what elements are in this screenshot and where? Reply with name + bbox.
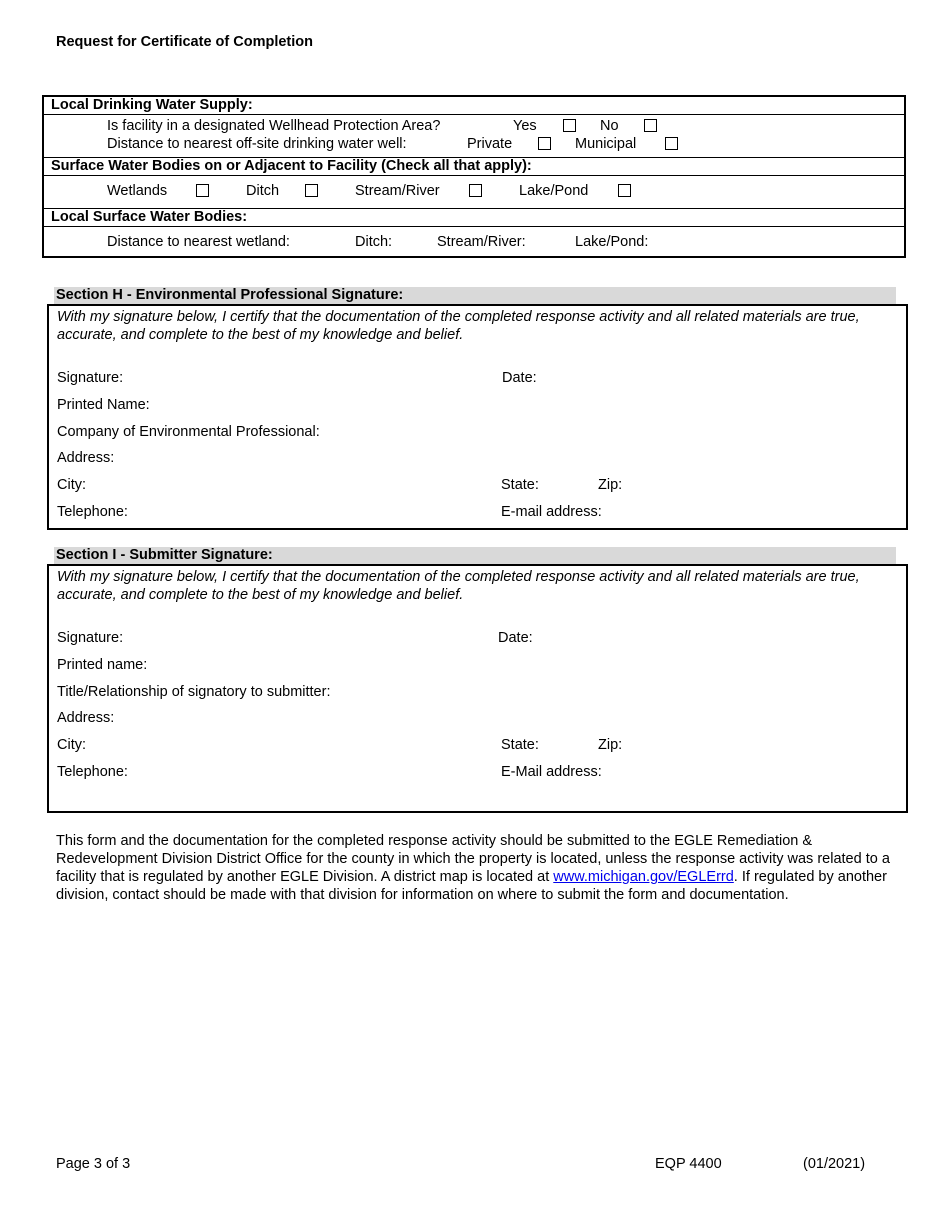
local-supply-heading: Local Drinking Water Supply: <box>51 97 253 113</box>
page-number: Page 3 of 3 <box>56 1156 131 1172</box>
i-telephone-label: Telephone: <box>57 764 128 780</box>
municipal-label: Municipal <box>575 136 637 152</box>
section-h-certification: With my signature below, I certify that the documentation of the completed response activity and all related materials are true, accurate, and complete to the best of my knowledge and belief. <box>57 309 860 343</box>
section-i-heading: Section I - Submitter Signature: <box>54 547 896 564</box>
distance-well-label: Distance to nearest off-site drinking water well: <box>107 136 407 152</box>
i-address-label: Address: <box>57 710 115 726</box>
dist-ditch-label: Ditch: <box>355 234 393 250</box>
no-label: No <box>600 118 619 134</box>
i-printed-name-label: Printed name: <box>57 657 148 673</box>
wellhead-no-checkbox[interactable] <box>644 119 657 132</box>
yes-label: Yes <box>513 118 537 134</box>
dist-lake-label: Lake/Pond: <box>575 234 649 250</box>
local-supply-row <box>44 97 904 115</box>
stream-label: Stream/River <box>355 183 440 199</box>
surface-heading-row <box>44 157 904 176</box>
dist-wetland-label: Distance to nearest wetland: <box>107 234 290 250</box>
submission-instructions <box>56 832 896 904</box>
ditch-label: Ditch <box>246 183 280 199</box>
water-supply-table <box>42 95 906 258</box>
i-city-label: City: <box>57 737 86 753</box>
wellhead-yes-checkbox[interactable] <box>563 119 576 132</box>
h-email-label: E-mail address: <box>501 504 602 520</box>
stream-checkbox[interactable] <box>469 184 482 197</box>
lake-checkbox[interactable] <box>618 184 631 197</box>
form-number: EQP 4400 <box>655 1156 722 1172</box>
lake-label: Lake/Pond <box>519 183 589 199</box>
private-label: Private <box>467 136 513 152</box>
local-surface-row <box>44 208 904 227</box>
h-zip-label: Zip: <box>598 477 623 493</box>
i-date-label: Date: <box>498 630 533 646</box>
h-signature-label: Signature: <box>57 370 124 386</box>
h-state-label: State: <box>501 477 539 493</box>
ditch-checkbox[interactable] <box>305 184 318 197</box>
i-title-label: Title/Relationship of signatory to submitter: <box>57 684 331 700</box>
i-email-label: E-Mail address: <box>501 764 602 780</box>
surface-heading: Surface Water Bodies on or Adjacent to Facility (Check all that apply): <box>51 158 532 174</box>
local-surface-heading: Local Surface Water Bodies: <box>51 209 248 225</box>
i-zip-label: Zip: <box>598 737 623 753</box>
h-date-label: Date: <box>502 370 537 386</box>
wellhead-row <box>44 114 904 158</box>
wetlands-checkbox[interactable] <box>196 184 209 197</box>
form-revision: (01/2021) <box>803 1156 866 1172</box>
h-company-label: Company of Environmental Professional: <box>57 424 320 440</box>
wellhead-question: Is facility in a designated Wellhead Protection Area? <box>107 118 441 134</box>
h-printed-name-label: Printed Name: <box>57 397 150 413</box>
h-telephone-label: Telephone: <box>57 504 128 520</box>
wetlands-label: Wetlands <box>107 183 168 199</box>
instructions-text-end: . If regulated by another division, contact should be made with that division for information on where to submit the form and documentation. <box>56 869 887 903</box>
instructions-text-start: This form and the documentation for the completed response activity should be submitted to the EGLE Remediation & Redevelopment Division District Office for the county in which the property is located, unless the response activity was related to a facility that is regulated by another EGLE Division. A district map is located at <box>56 833 890 885</box>
district-map-link[interactable]: www.michigan.gov/EGLErrd <box>553 869 734 885</box>
section-h-heading: Section H - Environmental Professional Signature: <box>54 287 896 304</box>
i-state-label: State: <box>501 737 539 753</box>
surface-options-row <box>44 175 904 209</box>
section-i-certification: With my signature below, I certify that the documentation of the completed response activity and all related materials are true, accurate, and complete to the best of my knowledge and belief. <box>57 569 860 603</box>
h-city-label: City: <box>57 477 86 493</box>
distances-row <box>44 226 904 256</box>
page-title: Request for Certificate of Completion <box>56 34 313 50</box>
h-address-label: Address: <box>57 450 115 466</box>
dist-stream-label: Stream/River: <box>437 234 526 250</box>
i-signature-label: Signature: <box>57 630 124 646</box>
private-checkbox[interactable] <box>538 137 551 150</box>
section-h-box <box>47 304 908 530</box>
municipal-checkbox[interactable] <box>665 137 678 150</box>
section-i-box <box>47 564 908 813</box>
